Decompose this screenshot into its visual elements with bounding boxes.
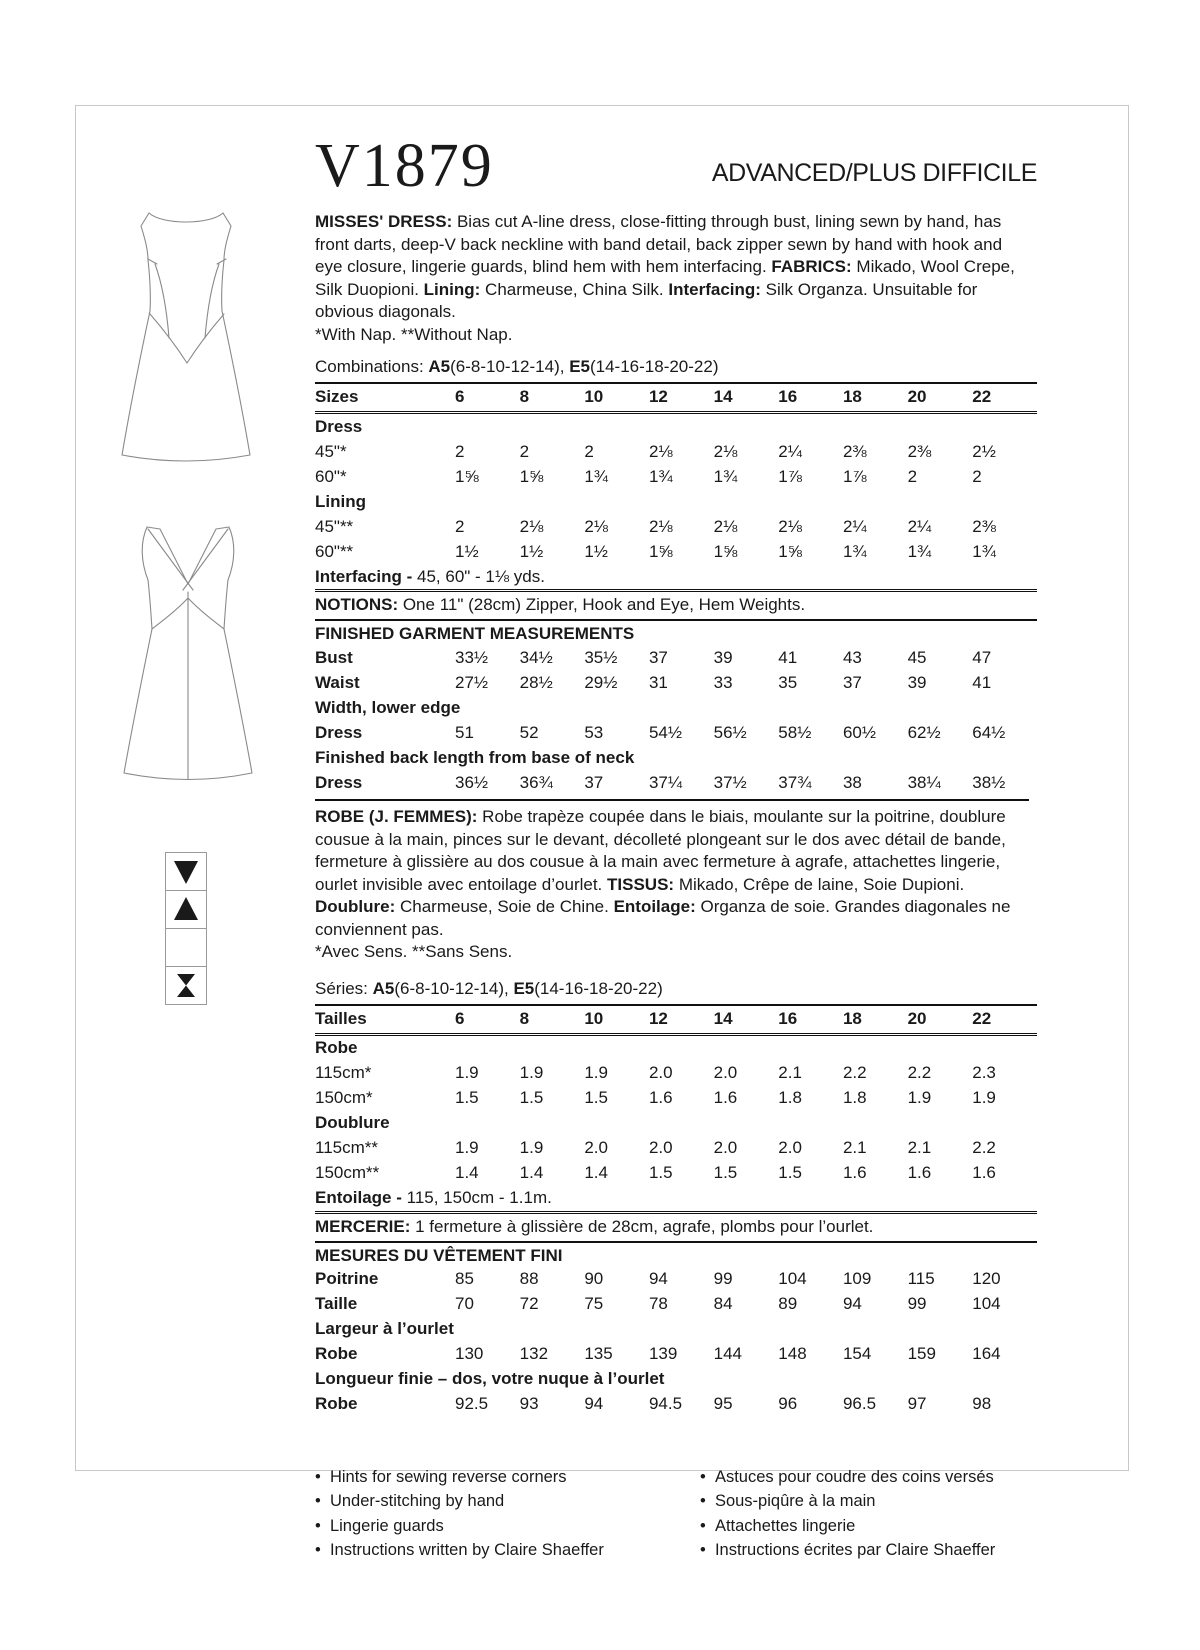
text-segment: 115, 150cm - 1.1m. <box>401 1188 552 1207</box>
size-column-header: 12 <box>649 383 714 413</box>
text-segment: Interfacing - <box>315 566 413 586</box>
text-segment: Doublure: <box>315 897 400 916</box>
value-cell: 1⅝ <box>455 466 479 486</box>
table-row <box>315 1267 1037 1292</box>
value-cell: 56½ <box>713 722 747 742</box>
value-cell: 70 <box>455 1294 474 1313</box>
feature-item: • Lingerie guards <box>315 1514 700 1539</box>
value-cell: 39 <box>907 672 927 692</box>
value-cell: 45 <box>907 647 927 667</box>
value-cell: 99 <box>713 1269 733 1288</box>
value-cell: 37 <box>648 647 668 667</box>
value-cell: 1½ <box>455 541 479 561</box>
value-cell: 1⅞ <box>842 466 867 486</box>
feature-item: • Sous-piqûre à la main <box>700 1489 1037 1514</box>
value-cell: 1.4 <box>455 1163 479 1182</box>
value-cell: 98 <box>972 1394 992 1413</box>
value-cell: 34½ <box>519 647 553 667</box>
value-cell: 1⅝ <box>519 466 544 486</box>
text-segment: Charmeuse, Soie de Chine. <box>400 897 614 916</box>
value-cell: 2½ <box>972 441 996 461</box>
value-cell: 2.1 <box>778 1063 802 1082</box>
header-row <box>315 132 1037 200</box>
value-cell: 2⅛ <box>519 516 544 536</box>
value-cell: 39 <box>713 647 733 667</box>
row-label: Poitrine <box>315 1269 379 1288</box>
table-row <box>315 1086 1037 1111</box>
table-row <box>315 695 1037 720</box>
value-cell: 2 <box>907 466 918 486</box>
feature-list-french <box>700 1465 1037 1563</box>
text-segment: Lining: <box>423 279 486 299</box>
dress-back-sketch <box>85 488 315 808</box>
row-label: Bust <box>315 647 353 667</box>
back-view-line-drawing <box>85 488 315 808</box>
value-cell: 97 <box>907 1394 927 1413</box>
description-french <box>315 799 1029 964</box>
mesures-title: MESURES DU VÊTEMENT FINI <box>315 1245 563 1265</box>
value-cell: 1.5 <box>648 1163 673 1182</box>
value-cell: 2.0 <box>713 1138 738 1157</box>
grain-symbol-column <box>165 853 207 1005</box>
combinations-line <box>315 356 1037 382</box>
value-cell: 75 <box>584 1294 604 1313</box>
feature-item: • Astuces pour coudre des coins versés <box>700 1465 1037 1490</box>
value-cell: 33 <box>713 672 733 692</box>
value-cell: 1.9 <box>455 1063 479 1082</box>
size-column-header: 20 <box>908 1005 973 1035</box>
mercerie-line <box>315 1211 1037 1243</box>
text-segment: 1 fermeture à glissière de 28cm, agrafe, plombs pour l’ourlet. <box>410 1216 874 1236</box>
size-column-header: 6 <box>455 1005 520 1035</box>
text-segment: (14-16-18-20-22) <box>534 978 663 998</box>
value-cell: 47 <box>972 647 992 667</box>
yardage-table-english <box>315 382 1037 589</box>
section-label: Lining <box>315 491 366 511</box>
text-segment: ROBE (J. FEMMES): <box>315 807 483 826</box>
value-cell: 2¼ <box>778 441 802 461</box>
value-cell: 2 <box>455 516 465 536</box>
text-segment: MISSES' DRESS: <box>315 212 457 231</box>
row-label: Dress <box>315 772 363 792</box>
text-segment: (6-8-10-12-14), <box>450 357 570 376</box>
dress-front-sketch <box>85 168 315 488</box>
value-cell: 1½ <box>519 541 544 561</box>
value-cell: 64½ <box>972 722 1006 742</box>
value-cell: 1.6 <box>842 1163 867 1182</box>
value-cell: 164 <box>972 1344 1001 1363</box>
value-cell: 2.1 <box>842 1138 867 1157</box>
row-label: Robe <box>315 1394 358 1413</box>
table-row <box>315 1111 1037 1136</box>
value-cell: 99 <box>907 1294 927 1313</box>
text-segment: Mikado, Crêpe de laine, Soie Dupioni. <box>678 874 965 894</box>
size-column-header: 8 <box>520 383 585 413</box>
section-label: Robe <box>315 1038 358 1057</box>
text-segment: Bias cut A-line dress, close-fitting through bust, lining sewn by hand, has front darts, deep-V back neckline with band detail, back zipper sewn by hand with hook and eye closure, lingerie guards, blind hem with hem interfacing. <box>315 212 1003 276</box>
table-row <box>315 1367 1037 1392</box>
size-column-header: 18 <box>843 383 908 413</box>
size-column-header: 14 <box>714 1005 779 1035</box>
blank-cell <box>165 928 207 967</box>
value-cell: 2.2 <box>842 1063 867 1082</box>
size-column-header: 20 <box>908 383 973 413</box>
table-row <box>315 413 1037 440</box>
table-row <box>315 770 1037 795</box>
value-cell: 35½ <box>584 647 618 667</box>
value-cell: 94 <box>584 1394 604 1413</box>
table-row <box>315 1392 1037 1417</box>
value-cell: 1.6 <box>648 1088 673 1107</box>
value-cell: 1⅞ <box>778 466 802 486</box>
table-row <box>315 1034 1037 1061</box>
value-cell: 2⅛ <box>778 516 802 536</box>
row-label: Dress <box>315 722 363 742</box>
value-cell: 2 <box>972 466 982 486</box>
value-cell: 2⅜ <box>907 441 932 461</box>
notions-line <box>315 589 1037 621</box>
text-segment: E5 <box>569 357 590 376</box>
value-cell: 1¾ <box>842 541 867 561</box>
value-cell: 1.4 <box>584 1163 608 1182</box>
table-row <box>315 1292 1037 1317</box>
value-cell: 1¾ <box>907 541 932 561</box>
table-row <box>315 1161 1037 1186</box>
value-cell: 2⅛ <box>648 441 673 461</box>
section-label: Doublure <box>315 1113 390 1132</box>
value-cell: 52 <box>519 722 539 742</box>
row-label: 150cm* <box>315 1088 373 1107</box>
value-cell: 62½ <box>907 722 941 742</box>
text-segment: Silk Organza. Unsuitable for obvious diagonals. <box>315 279 978 321</box>
value-cell: 88 <box>519 1269 539 1288</box>
value-cell: 41 <box>778 647 798 667</box>
value-cell: 36¾ <box>519 772 553 792</box>
value-cell: 1.8 <box>778 1088 802 1107</box>
value-cell: 1.5 <box>519 1088 544 1107</box>
text-segment: A5 <box>428 357 451 376</box>
value-cell: 2.2 <box>907 1063 932 1082</box>
size-column-header: 14 <box>714 383 779 413</box>
value-cell: 120 <box>972 1269 1001 1288</box>
size-column-header: 12 <box>649 1005 714 1035</box>
value-cell: 38¼ <box>907 772 941 792</box>
series-line <box>315 978 1037 1004</box>
value-cell: 37¼ <box>648 772 683 792</box>
yardage-table-french <box>315 1004 1037 1211</box>
value-cell: 115 <box>907 1269 935 1288</box>
value-cell: 27½ <box>455 672 489 692</box>
value-cell: 95 <box>713 1394 733 1413</box>
text-segment: (6-8-10-12-14), <box>394 978 514 998</box>
feature-item: • Hints for sewing reverse corners <box>315 1465 700 1490</box>
value-cell: 37 <box>842 672 862 692</box>
value-cell: 41 <box>972 672 992 692</box>
section-label: Largeur à l’ourlet <box>315 1319 454 1338</box>
value-cell: 1.6 <box>907 1163 932 1182</box>
value-cell: 1¾ <box>713 466 738 486</box>
value-cell: 94.5 <box>648 1394 683 1413</box>
value-cell: 2⅜ <box>842 441 867 461</box>
table-corner-header: Sizes <box>315 383 455 413</box>
text-segment: 45, 60" - 1⅛ yds. <box>412 566 545 586</box>
text-segment: Entoilage: <box>613 897 701 916</box>
value-cell: 104 <box>778 1269 807 1288</box>
value-cell: 1⅝ <box>778 541 802 561</box>
value-cell: 92.5 <box>455 1394 489 1413</box>
value-cell: 1.9 <box>519 1063 544 1082</box>
section-label: Dress <box>315 416 363 436</box>
finished-measurements-table <box>315 645 1037 795</box>
value-cell: 2.0 <box>713 1063 738 1082</box>
text-segment: Séries: <box>315 978 373 998</box>
value-cell: 53 <box>584 722 604 742</box>
finished-measurements-title: FINISHED GARMENT MEASUREMENTS <box>315 624 635 643</box>
value-cell: 1.5 <box>455 1088 479 1107</box>
feature-lists <box>315 1465 1037 1563</box>
text-segment: TISSUS: <box>607 874 679 894</box>
value-cell: 37¾ <box>778 772 812 792</box>
text-segment: *Avec Sens. **Sans Sens. <box>315 942 513 961</box>
value-cell: 31 <box>648 672 668 692</box>
value-cell: 33½ <box>455 647 489 667</box>
table-row <box>315 1136 1037 1161</box>
feature-item: • Under-stitching by hand <box>315 1489 700 1514</box>
with-nap-up-triangle-icon <box>165 890 207 929</box>
value-cell: 1.9 <box>519 1138 544 1157</box>
table-row <box>315 745 1037 770</box>
value-cell: 54½ <box>648 722 683 742</box>
text-segment: NOTIONS: <box>315 595 399 614</box>
value-cell: 2⅜ <box>972 516 996 536</box>
feature-item: • Instructions written by Claire Shaeffer <box>315 1538 700 1563</box>
size-column-header: 6 <box>455 383 520 413</box>
description-english <box>315 211 1029 346</box>
value-cell: 104 <box>972 1294 1001 1313</box>
value-cell: 96.5 <box>842 1394 877 1413</box>
value-cell: 78 <box>648 1294 668 1313</box>
value-cell: 1¾ <box>584 466 608 486</box>
row-label: Taille <box>315 1294 358 1313</box>
row-label: 60"* <box>315 466 347 486</box>
value-cell: 1¾ <box>648 466 673 486</box>
pattern-number: V1879 <box>315 132 494 200</box>
section-label: Finished back length from base of neck <box>315 747 635 767</box>
size-column-header: 18 <box>843 1005 908 1035</box>
row-label: 150cm** <box>315 1163 380 1182</box>
table-note <box>315 1186 1037 1211</box>
value-cell: 1.9 <box>972 1088 996 1107</box>
difficulty-label: ADVANCED/PLUS DIFFICILE <box>711 159 1037 187</box>
text-segment: Charmeuse, China Silk. <box>485 279 669 299</box>
value-cell: 36½ <box>455 772 489 792</box>
value-cell: 1¾ <box>972 541 996 561</box>
value-cell: 2.0 <box>648 1138 673 1157</box>
value-cell: 2.0 <box>648 1063 673 1082</box>
table-row <box>315 514 1037 539</box>
value-cell: 43 <box>842 647 862 667</box>
row-label: 45"** <box>315 516 354 536</box>
table-row <box>315 720 1037 745</box>
text-segment: E5 <box>513 978 535 998</box>
value-cell: 1.9 <box>907 1088 932 1107</box>
with-nap-down-triangle-icon <box>165 852 207 891</box>
value-cell: 1.5 <box>584 1088 608 1107</box>
value-cell: 60½ <box>842 722 877 742</box>
value-cell: 29½ <box>584 672 618 692</box>
row-label: Waist <box>315 672 360 692</box>
without-nap-hourglass-icon <box>165 966 207 1005</box>
table-row <box>315 1317 1037 1342</box>
value-cell: 37 <box>584 772 604 792</box>
text-segment: *With Nap. **Without Nap. <box>315 324 513 344</box>
value-cell: 2.0 <box>584 1138 608 1157</box>
value-cell: 144 <box>713 1344 742 1363</box>
value-cell: 96 <box>778 1394 798 1413</box>
row-label: 45"* <box>315 441 347 461</box>
value-cell: 1.8 <box>842 1088 867 1107</box>
feature-item: • Attachettes lingerie <box>700 1514 1037 1539</box>
table-row <box>315 1061 1037 1086</box>
value-cell: 93 <box>519 1394 539 1413</box>
feature-list-english <box>315 1465 700 1563</box>
value-cell: 2.2 <box>972 1138 996 1157</box>
text-segment: (14-16-18-20-22) <box>589 357 719 376</box>
row-label: Robe <box>315 1344 358 1363</box>
value-cell: 1.9 <box>584 1063 608 1082</box>
text-segment: A5 <box>372 978 395 998</box>
text-segment: Combinations: <box>315 357 429 376</box>
size-column-header: 10 <box>584 383 649 413</box>
section-label: Width, lower edge <box>315 697 461 717</box>
size-column-header: 8 <box>520 1005 585 1035</box>
value-cell: 1.5 <box>778 1163 802 1182</box>
value-cell: 109 <box>842 1269 872 1288</box>
front-view-line-drawing <box>85 168 315 488</box>
value-cell: 139 <box>648 1344 678 1363</box>
table-row <box>315 564 1037 589</box>
value-cell: 1.4 <box>519 1163 544 1182</box>
value-cell: 89 <box>778 1294 798 1313</box>
table-row <box>315 539 1037 564</box>
value-cell: 58½ <box>778 722 812 742</box>
value-cell: 2⅛ <box>713 441 738 461</box>
text-segment: Mikado, Wool Crepe, Silk Duopioni. <box>315 257 1015 299</box>
value-cell: 85 <box>455 1269 474 1288</box>
value-cell: 90 <box>584 1269 604 1288</box>
text-segment: One 11" (28cm) Zipper, Hook and Eye, Hem Weights. <box>398 595 806 614</box>
value-cell: 154 <box>842 1344 872 1363</box>
section-label: Longueur finie – dos, votre nuque à l’ourlet <box>315 1369 665 1388</box>
text-segment: FABRICS: <box>771 257 857 276</box>
text-segment: Robe trapèze coupée dans le biais, moulante sur la poitrine, doublure cousue à la main, pinces sur le devant, décolleté plongeant sur le dos avec détail de bande, fermeture à glissière au dos cousue à la main avec fermeture à agrafe, attachettes lingerie, ourlet invisible avec entoilage d’ourlet. <box>315 807 1006 894</box>
main-column <box>315 132 1037 1563</box>
value-cell: 37½ <box>713 772 747 792</box>
size-column-header: 22 <box>972 1005 1037 1035</box>
value-cell: 1.6 <box>972 1163 996 1182</box>
value-cell: 38 <box>842 772 862 792</box>
table-row <box>315 464 1037 489</box>
value-cell: 84 <box>713 1294 733 1313</box>
value-cell: 1.6 <box>713 1088 738 1107</box>
value-cell: 2.3 <box>972 1063 996 1082</box>
size-column-header: 22 <box>972 383 1037 413</box>
table-corner-header: Tailles <box>315 1005 455 1035</box>
feature-item: • Instructions écrites par Claire Shaeffer <box>700 1538 1037 1563</box>
value-cell: 28½ <box>519 672 553 692</box>
value-cell: 94 <box>648 1269 668 1288</box>
value-cell: 2⅛ <box>713 516 738 536</box>
text-segment: Interfacing: <box>668 279 766 299</box>
table-note <box>315 564 1037 589</box>
size-column-header: 16 <box>778 1005 843 1035</box>
text-segment: MERCERIE: <box>315 1216 411 1236</box>
value-cell: 2¼ <box>907 516 932 536</box>
value-cell: 2.1 <box>907 1138 932 1157</box>
value-cell: 132 <box>519 1344 549 1363</box>
row-label: 115cm** <box>315 1138 378 1157</box>
value-cell: 2 <box>519 441 530 461</box>
row-label: 115cm* <box>315 1063 372 1082</box>
table-row <box>315 489 1037 514</box>
value-cell: 2⅛ <box>584 516 608 536</box>
value-cell: 1.9 <box>455 1138 479 1157</box>
value-cell: 135 <box>584 1344 613 1363</box>
value-cell: 2.0 <box>778 1138 802 1157</box>
value-cell: 2⅛ <box>648 516 673 536</box>
row-label: 60"** <box>315 541 354 561</box>
value-cell: 159 <box>907 1344 936 1363</box>
table-row <box>315 670 1037 695</box>
value-cell: 2¼ <box>842 516 867 536</box>
value-cell: 72 <box>519 1294 539 1313</box>
mesures-table <box>315 1267 1037 1417</box>
table-row <box>315 439 1037 464</box>
value-cell: 1⅝ <box>713 541 738 561</box>
value-cell: 2 <box>584 441 594 461</box>
value-cell: 94 <box>842 1294 862 1313</box>
value-cell: 35 <box>778 672 798 692</box>
text-segment: Organza de soie. Grandes diagonales ne conviennent pas. <box>315 897 1011 939</box>
size-column-header: 16 <box>778 383 843 413</box>
size-column-header: 10 <box>584 1005 649 1035</box>
value-cell: 51 <box>455 722 474 742</box>
value-cell: 1½ <box>584 541 608 561</box>
value-cell: 1.5 <box>713 1163 738 1182</box>
text-segment: Entoilage - <box>315 1188 402 1207</box>
value-cell: 38½ <box>972 772 1006 792</box>
table-row <box>315 1186 1037 1211</box>
value-cell: 148 <box>778 1344 807 1363</box>
value-cell: 2 <box>455 441 465 461</box>
table-row <box>315 1342 1037 1367</box>
value-cell: 130 <box>455 1344 484 1363</box>
value-cell: 1⅝ <box>648 541 673 561</box>
table-row <box>315 645 1037 670</box>
